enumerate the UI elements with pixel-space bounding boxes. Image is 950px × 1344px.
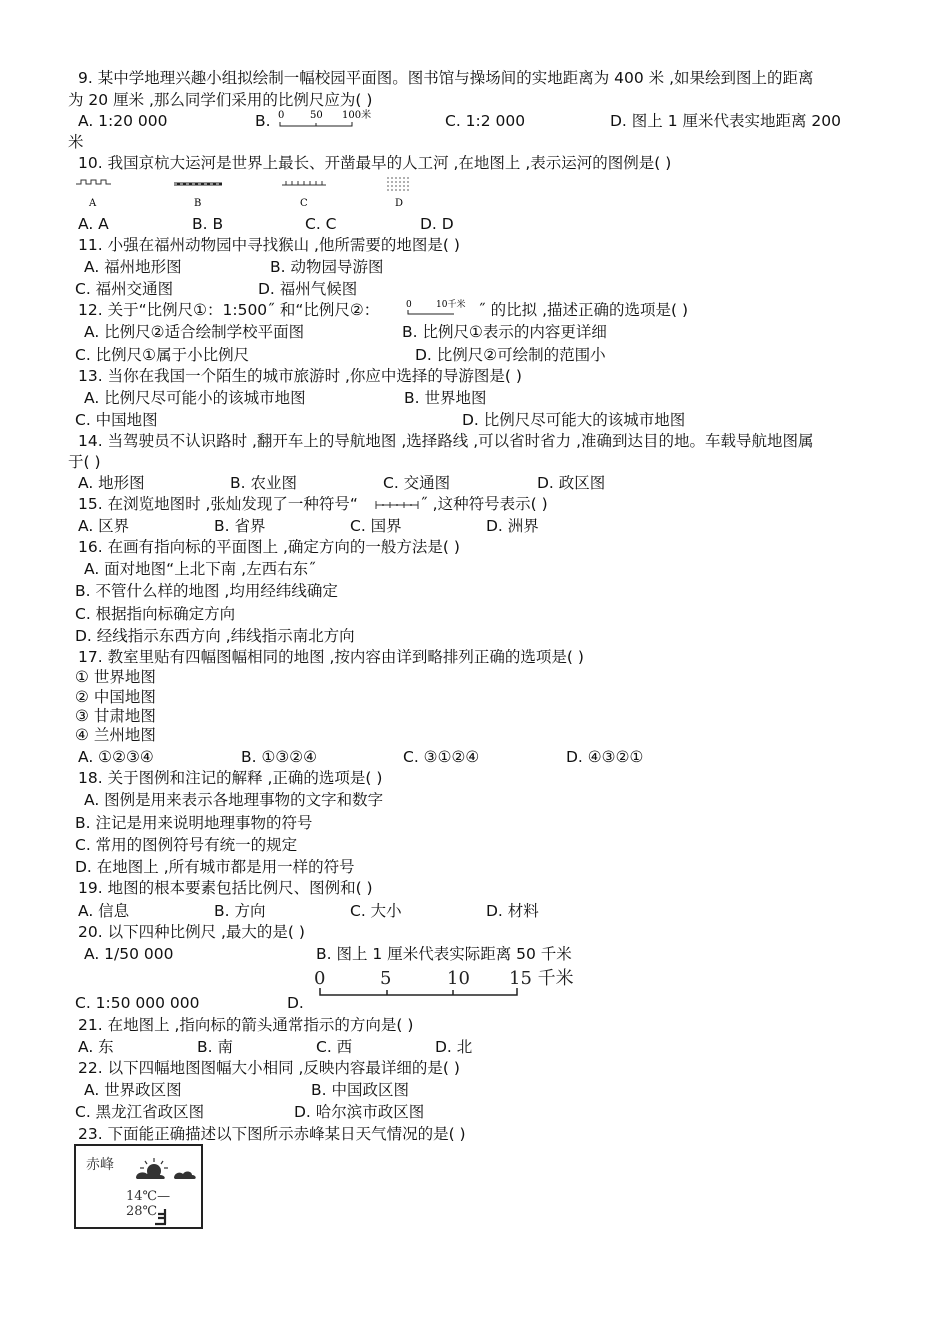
q20-scale-15km: 15 千米	[509, 968, 574, 989]
q11-option-d: D. 福州气候图	[258, 280, 358, 298]
q21-option-b: B. 南	[197, 1038, 233, 1056]
q9-stem-line1: 9. 某中学地理兴趣小组拟绘制一幅校园平面图。图书馆与操场间的实地距离为 400 米 ,如果绘到图上的距离	[78, 69, 814, 87]
q23-stem: 23. 下面能正确描述以下图所示赤峰某日天气情况的是( )	[78, 1125, 466, 1143]
q12-option-a: A. 比例尺②适合绘制学校平面图	[84, 323, 305, 341]
q9-option-c: C. 1:2 000	[445, 112, 526, 130]
q18-option-a: A. 图例是用来表示各地理事物的文字和数字	[84, 791, 384, 809]
q17-item-2: ② 中国地图	[75, 688, 156, 706]
q16-option-a: A. 面对地图“上北下南 ,左西右东˝	[84, 560, 316, 578]
q9-option-b-label: B.	[255, 112, 271, 130]
q20-scale-bar-icon	[312, 966, 582, 1000]
q19-option-b: B. 方向	[214, 902, 266, 920]
q20-option-a: A. 1/50 000	[84, 945, 174, 963]
q17-option-c: C. ③①②④	[403, 748, 480, 766]
q17-stem: 17. 教室里贴有四幅图幅相同的地图 ,按内容由详到略排列正确的选项是( )	[78, 648, 584, 666]
legend-d-icon	[387, 177, 409, 191]
q10-option-b: B. B	[192, 215, 224, 233]
q9-option-a: A. 1:20 000	[78, 112, 168, 130]
q22-stem: 22. 以下四幅地图图幅大小相同 ,反映内容最详细的是( )	[78, 1059, 460, 1077]
q10-legend-symbols	[74, 176, 424, 210]
q17-option-d: D. ④③②①	[566, 748, 644, 766]
q13-option-b: B. 世界地图	[404, 389, 487, 407]
legend-c-icon	[282, 181, 326, 185]
q10-option-a: A. A	[78, 215, 109, 233]
wind-flag-icon	[152, 1208, 168, 1226]
legend-a-icon	[76, 180, 111, 184]
q15-option-d: D. 洲界	[486, 517, 539, 535]
q10-option-c: C. C	[305, 215, 337, 233]
q17-item-1: ① 世界地图	[75, 668, 156, 686]
q9-stem-line2: 为 20 厘米 ,那么同学们采用的比例尺应为( )	[68, 91, 373, 109]
q9-option-d-cont: 米	[68, 133, 84, 151]
q20-scale-10: 10	[447, 968, 470, 989]
q20-scale-0: 0	[314, 968, 326, 989]
q14-stem-line2: 于( )	[68, 453, 101, 471]
q11-option-b: B. 动物园导游图	[270, 258, 384, 276]
q15-stem-suffix: ˝ ,这种符号表示( )	[420, 495, 548, 513]
q21-option-c: C. 西	[316, 1038, 353, 1056]
q21-stem: 21. 在地图上 ,指向标的箭头通常指示的方向是( )	[78, 1016, 414, 1034]
q21-option-d: D. 北	[435, 1038, 473, 1056]
q20-option-b: B. 图上 1 厘米代表实际距离 50 千米	[316, 945, 572, 963]
q15-option-c: C. 国界	[350, 517, 402, 535]
q19-stem: 19. 地图的根本要素包括比例尺、图例和( )	[78, 879, 373, 897]
q9-scale-bar-icon	[278, 110, 372, 132]
sun-cloud-weather-icon	[132, 1156, 202, 1182]
q16-option-d: D. 经线指示东西方向 ,纬线指示南北方向	[75, 627, 355, 645]
q16-stem: 16. 在画有指向标的平面图上 ,确定方向的一般方法是( )	[78, 538, 460, 556]
q15-option-b: B. 省界	[214, 517, 266, 535]
q17-item-4: ④ 兰州地图	[75, 726, 156, 744]
q19-option-c: C. 大小	[350, 902, 402, 920]
q18-option-c: C. 常用的图例符号有统一的规定	[75, 836, 298, 854]
q22-option-b: B. 中国政区图	[311, 1081, 409, 1099]
weather-city: 赤峰	[86, 1157, 114, 1173]
q9-scale-50: 50	[310, 110, 323, 121]
q22-option-d: D. 哈尔滨市政区图	[294, 1103, 425, 1121]
legend-letter-a: A	[89, 198, 97, 209]
q20-stem: 20. 以下四种比例尺 ,最大的是( )	[78, 923, 305, 941]
q12-scale-10km: 10千米	[436, 300, 466, 310]
q17-option-a: A. ①②③④	[78, 748, 154, 766]
q15-stem-prefix: 15. 在浏览地图时 ,张灿发现了一种符号“	[78, 495, 358, 513]
q14-option-a: A. 地形图	[78, 474, 145, 492]
q15-option-a: A. 区界	[78, 517, 130, 535]
q13-option-c: C. 中国地图	[75, 411, 158, 429]
q16-option-c: C. 根据指向标确定方向	[75, 605, 236, 623]
legend-letter-b: B	[194, 198, 202, 209]
q20-scale-5: 5	[380, 968, 392, 989]
q9-scale-100: 100米	[342, 110, 372, 121]
q14-stem-line1: 14. 当驾驶员不认识路时 ,翻开车上的导航地图 ,选择路线 ,可以省时省力 ,准确到达目的地。车载导航地图属	[78, 432, 814, 450]
q12-scale-bar-icon	[406, 299, 476, 321]
q18-stem: 18. 关于图例和注记的解释 ,正确的选项是( )	[78, 769, 383, 787]
q17-item-3: ③ 甘肃地图	[75, 707, 156, 725]
q10-option-d: D. D	[420, 215, 454, 233]
weather-temperature-range: 14℃—28℃	[126, 1189, 171, 1219]
q12-stem-prefix: 12. 关于“比例尺①：1:500˝ 和“比例尺②：	[78, 301, 380, 319]
q13-stem: 13. 当你在我国一个陌生的城市旅游时 ,你应中选择的导游图是( )	[78, 367, 522, 385]
q12-option-d: D. 比例尺②可绘制的范围小	[415, 346, 606, 364]
legend-letter-c: C	[300, 198, 308, 209]
q12-option-c: C. 比例尺①属于小比例尺	[75, 346, 250, 364]
q12-scale-0: 0	[406, 300, 412, 310]
q11-option-a: A. 福州地形图	[84, 258, 182, 276]
q15-boundary-symbol-icon	[374, 498, 420, 512]
q14-option-d: D. 政区图	[537, 474, 606, 492]
q22-option-c: C. 黑龙江省政区图	[75, 1103, 205, 1121]
q20-option-d: D.	[287, 994, 304, 1012]
q12-stem-suffix: ˝ 的比拟 ,描述正确的选项是( )	[478, 301, 689, 319]
q11-stem: 11. 小强在福州动物园中寻找猴山 ,他所需要的地图是( )	[78, 236, 460, 254]
q14-option-c: C. 交通图	[383, 474, 451, 492]
q12-option-b: B. 比例尺①表示的内容更详细	[402, 323, 607, 341]
q18-option-b: B. 注记是用来说明地理事物的符号	[75, 814, 313, 832]
q18-option-d: D. 在地图上 ,所有城市都是用一样的符号	[75, 858, 355, 876]
q14-option-b: B. 农业图	[230, 474, 297, 492]
q21-option-a: A. 东	[78, 1038, 114, 1056]
q17-option-b: B. ①③②④	[241, 748, 318, 766]
weather-panel	[74, 1144, 203, 1229]
q13-option-a: A. 比例尺尽可能小的该城市地图	[84, 389, 306, 407]
q20-option-c: C. 1:50 000 000	[75, 994, 200, 1012]
q11-option-c: C. 福州交通图	[75, 280, 174, 298]
q16-option-b: B. 不管什么样的地图 ,均用经纬线确定	[75, 582, 338, 600]
q22-option-a: A. 世界政区图	[84, 1081, 182, 1099]
q13-option-d: D. 比例尺尽可能大的该城市地图	[462, 411, 686, 429]
legend-letter-d: D	[395, 198, 404, 209]
q19-option-a: A. 信息	[78, 902, 130, 920]
q10-stem: 10. 我国京杭大运河是世界上最长、开凿最早的人工河 ,在地图上 ,表示运河的图例是( )	[78, 154, 672, 172]
q9-scale-0: 0	[278, 110, 285, 121]
q19-option-d: D. 材料	[486, 902, 539, 920]
q9-option-d: D. 图上 1 厘米代表实地距离 200	[610, 112, 842, 130]
